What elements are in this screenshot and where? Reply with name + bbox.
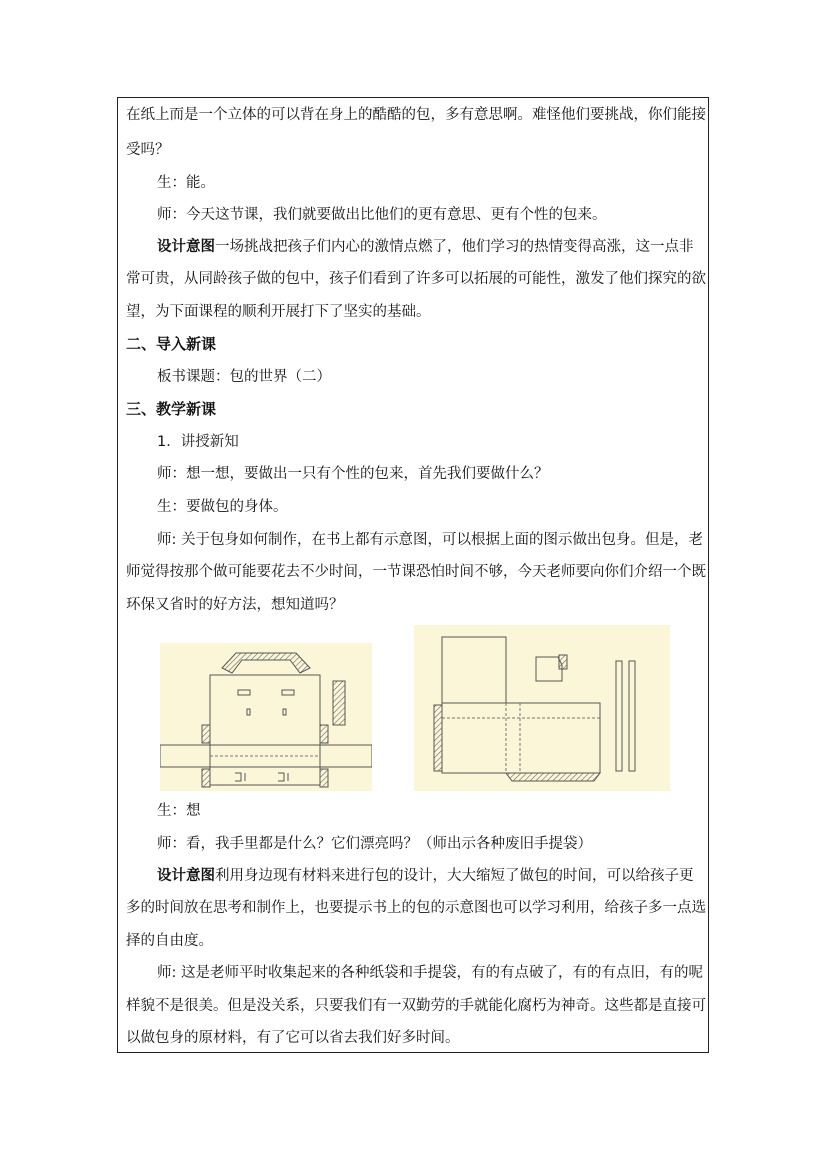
paragraph-line: 常可贵，从同龄孩子做的包中，孩子们看到了许多可以拓展的可能性，激发了他们探究的欲 <box>126 271 706 287</box>
paragraph-line: 师觉得按那个做可能要花去不少时间，一节课恐怕时间不够，今天老师要向你们介绍一个既 <box>126 564 706 580</box>
teacher-line: 师: 关于包身如何制作，在书上都有示意图，可以根据上面的图示做出包身。但是，老 <box>157 532 703 548</box>
student-answer: 生：想 <box>157 803 201 819</box>
teacher-line: 师: 这是老师平时收集起来的各种纸袋和手提袋，有的有点破了，有的有点旧，有的呢 <box>157 965 703 981</box>
paragraph-line: 多的时间放在思考和制作上，也要提示书上的包的示意图也可以学习利用，给孩子多一点选 <box>126 900 706 916</box>
teacher-line: 师：今天这节课，我们就要做出比他们的更有意思、更有个性的包来。 <box>157 207 607 223</box>
paragraph-line: 受吗？ <box>126 142 170 158</box>
bag-net-diagram-1 <box>160 643 372 791</box>
subsection-title: 1．讲授新知 <box>157 434 239 450</box>
glue-tab <box>202 725 210 743</box>
design-intent-text: 一场挑战把孩子们内心的激情点燃了，他们学习的热情变得高涨，这一点非 <box>215 239 694 255</box>
glue-tab <box>320 769 328 787</box>
student-answer: 生：要做包的身体。 <box>157 499 288 515</box>
student-answer: 生：能。 <box>157 175 215 191</box>
design-intent-line <box>157 866 694 886</box>
buckle-tab <box>559 655 567 669</box>
section-heading: 三、教学新课 <box>126 400 217 418</box>
glue-tab <box>434 705 442 771</box>
paragraph-line: 以做包身的原材料，有了它可以省去我们好多时间。 <box>126 1030 460 1046</box>
paragraph-line: 环保又省时的好方法，想知道吗？ <box>126 597 344 613</box>
glue-tab <box>320 725 328 743</box>
design-intent-label: 设计意图 <box>157 868 215 884</box>
strap-piece <box>333 681 345 725</box>
design-intent-line <box>157 237 694 257</box>
section-heading: 二、导入新课 <box>126 335 217 353</box>
paragraph-line: 择的自由度。 <box>126 933 213 949</box>
design-intent-label: 设计意图 <box>157 239 215 255</box>
glue-tab <box>202 769 210 787</box>
paragraph-line: 在纸上而是一个立体的可以背在身上的酷酷的包，多有意思啊。难怪他们要挑战，你们能接 <box>126 107 706 123</box>
design-intent-text: 利用身边现有材料来进行包的设计，大大缩短了做包的时间，可以给孩子更 <box>215 868 694 884</box>
figure-background <box>414 625 670 791</box>
paragraph-line: 望，为下面课程的顺利开展打下了坚实的基础。 <box>126 304 431 320</box>
teacher-line: 师：看，我手里都是什么？它们漂亮吗？（师出示各种废旧手提袋） <box>157 836 592 852</box>
glue-tab <box>506 773 600 781</box>
teacher-line: 师：想一想，要做出一只有个性的包来，首先我们要做什么？ <box>157 466 549 482</box>
paragraph-line: 样貌不是很美。但是没关系，只要我们有一双勤劳的手就能化腐朽为神奇。这些都是直接可 <box>126 998 706 1014</box>
paragraph-line: 板书课题：包的世界（二） <box>157 369 331 385</box>
bag-net-diagram-2 <box>414 625 670 791</box>
